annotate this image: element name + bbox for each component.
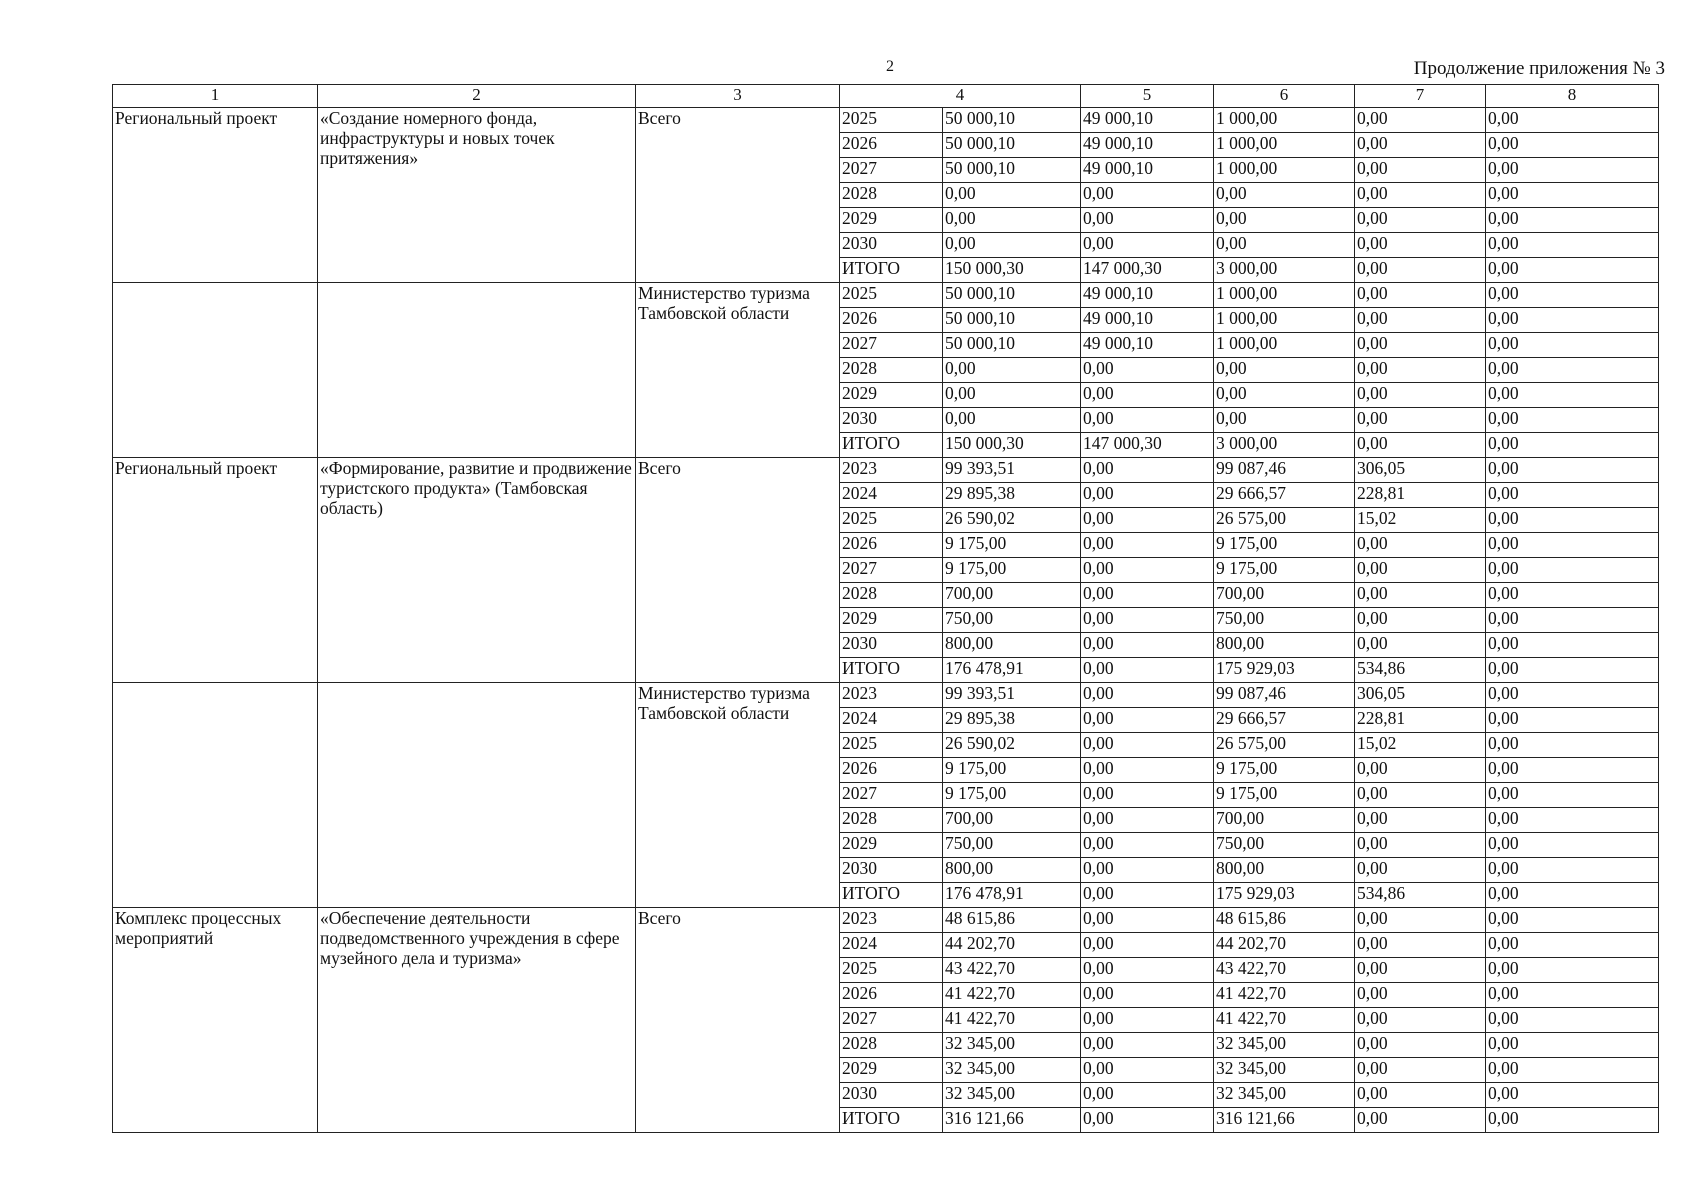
- total-cell: 32 345,00: [943, 1083, 1081, 1108]
- local-budget-cell: 306,05: [1355, 458, 1486, 483]
- extra-budget-cell: 0,00: [1486, 283, 1659, 308]
- table-row: [113, 908, 1659, 933]
- year-cell: 2026: [840, 758, 943, 783]
- year-cell: 2030: [840, 233, 943, 258]
- project-type-cell: Региональный проект: [113, 108, 318, 283]
- header-col-4: 4: [840, 85, 1081, 108]
- federal-budget-cell: 0,00: [1081, 708, 1214, 733]
- local-budget-cell: 0,00: [1355, 233, 1486, 258]
- regional-budget-cell: 32 345,00: [1214, 1033, 1355, 1058]
- extra-budget-cell: 0,00: [1486, 883, 1659, 908]
- federal-budget-cell: 49 000,10: [1081, 133, 1214, 158]
- year-cell: 2028: [840, 808, 943, 833]
- local-budget-cell: 15,02: [1355, 733, 1486, 758]
- local-budget-cell: 0,00: [1355, 133, 1486, 158]
- year-cell: 2023: [840, 908, 943, 933]
- project-type-cell: [113, 283, 318, 458]
- regional-budget-cell: 0,00: [1214, 208, 1355, 233]
- total-cell: 700,00: [943, 583, 1081, 608]
- federal-budget-cell: 0,00: [1081, 1083, 1214, 1108]
- local-budget-cell: 0,00: [1355, 758, 1486, 783]
- table-row: [113, 683, 1659, 708]
- total-cell: 26 590,02: [943, 733, 1081, 758]
- project-name-cell: «Создание номерного фонда, инфраструктуры и новых точек притяжения»: [318, 108, 636, 283]
- federal-budget-cell: 0,00: [1081, 1033, 1214, 1058]
- regional-budget-cell: 0,00: [1214, 233, 1355, 258]
- year-cell: 2026: [840, 533, 943, 558]
- table-body: [113, 108, 1659, 1133]
- local-budget-cell: 0,00: [1355, 608, 1486, 633]
- extra-budget-cell: 0,00: [1486, 583, 1659, 608]
- year-cell: 2025: [840, 508, 943, 533]
- extra-budget-cell: 0,00: [1486, 408, 1659, 433]
- total-cell: 29 895,38: [943, 483, 1081, 508]
- extra-budget-cell: 0,00: [1486, 383, 1659, 408]
- year-cell: 2025: [840, 283, 943, 308]
- federal-budget-cell: 0,00: [1081, 208, 1214, 233]
- local-budget-cell: 228,81: [1355, 483, 1486, 508]
- regional-budget-cell: 750,00: [1214, 608, 1355, 633]
- total-cell: 44 202,70: [943, 933, 1081, 958]
- extra-budget-cell: 0,00: [1486, 108, 1659, 133]
- regional-budget-cell: 99 087,46: [1214, 683, 1355, 708]
- extra-budget-cell: 0,00: [1486, 783, 1659, 808]
- local-budget-cell: 0,00: [1355, 808, 1486, 833]
- regional-budget-cell: 700,00: [1214, 808, 1355, 833]
- federal-budget-cell: 0,00: [1081, 758, 1214, 783]
- federal-budget-cell: 49 000,10: [1081, 333, 1214, 358]
- year-cell: 2025: [840, 733, 943, 758]
- extra-budget-cell: 0,00: [1486, 533, 1659, 558]
- federal-budget-cell: 0,00: [1081, 833, 1214, 858]
- regional-budget-cell: 0,00: [1214, 183, 1355, 208]
- total-cell: 0,00: [943, 183, 1081, 208]
- regional-budget-cell: 0,00: [1214, 358, 1355, 383]
- funding-source-cell: Всего: [636, 908, 840, 1133]
- header-col-8: 8: [1486, 85, 1659, 108]
- regional-budget-cell: 800,00: [1214, 633, 1355, 658]
- year-cell: 2025: [840, 958, 943, 983]
- extra-budget-cell: 0,00: [1486, 1083, 1659, 1108]
- federal-budget-cell: 0,00: [1081, 533, 1214, 558]
- local-budget-cell: 0,00: [1355, 858, 1486, 883]
- regional-budget-cell: 99 087,46: [1214, 458, 1355, 483]
- total-cell: 9 175,00: [943, 558, 1081, 583]
- project-type-cell: Региональный проект: [113, 458, 318, 683]
- total-cell: 50 000,10: [943, 283, 1081, 308]
- local-budget-cell: 0,00: [1355, 583, 1486, 608]
- year-cell: 2029: [840, 833, 943, 858]
- project-name-cell: «Формирование, развитие и продвижение туристского продукта» (Тамбовская область): [318, 458, 636, 683]
- local-budget-cell: 0,00: [1355, 1008, 1486, 1033]
- year-cell: 2026: [840, 983, 943, 1008]
- year-cell: 2027: [840, 558, 943, 583]
- local-budget-cell: 228,81: [1355, 708, 1486, 733]
- local-budget-cell: 0,00: [1355, 908, 1486, 933]
- project-name-cell: «Обеспечение деятельности подведомственного учреждения в сфере музейного дела и туризма»: [318, 908, 636, 1133]
- total-cell: 750,00: [943, 608, 1081, 633]
- total-cell: 800,00: [943, 858, 1081, 883]
- local-budget-cell: 0,00: [1355, 558, 1486, 583]
- extra-budget-cell: 0,00: [1486, 708, 1659, 733]
- local-budget-cell: 0,00: [1355, 1083, 1486, 1108]
- total-cell: 99 393,51: [943, 683, 1081, 708]
- local-budget-cell: 0,00: [1355, 1058, 1486, 1083]
- year-cell: 2026: [840, 308, 943, 333]
- local-budget-cell: 15,02: [1355, 508, 1486, 533]
- regional-budget-cell: 26 575,00: [1214, 508, 1355, 533]
- federal-budget-cell: 0,00: [1081, 583, 1214, 608]
- year-cell: 2026: [840, 133, 943, 158]
- regional-budget-cell: 43 422,70: [1214, 958, 1355, 983]
- regional-budget-cell: 9 175,00: [1214, 758, 1355, 783]
- regional-budget-cell: 1 000,00: [1214, 308, 1355, 333]
- regional-budget-cell: 750,00: [1214, 833, 1355, 858]
- year-cell: 2024: [840, 708, 943, 733]
- header-col-5: 5: [1081, 85, 1214, 108]
- federal-budget-cell: 0,00: [1081, 958, 1214, 983]
- federal-budget-cell: 0,00: [1081, 808, 1214, 833]
- local-budget-cell: 0,00: [1355, 183, 1486, 208]
- extra-budget-cell: 0,00: [1486, 433, 1659, 458]
- extra-budget-cell: 0,00: [1486, 983, 1659, 1008]
- total-cell: 700,00: [943, 808, 1081, 833]
- header-col-7: 7: [1355, 85, 1486, 108]
- federal-budget-cell: 0,00: [1081, 558, 1214, 583]
- total-cell: 750,00: [943, 833, 1081, 858]
- federal-budget-cell: 0,00: [1081, 1058, 1214, 1083]
- total-cell: 50 000,10: [943, 158, 1081, 183]
- regional-budget-cell: 9 175,00: [1214, 558, 1355, 583]
- extra-budget-cell: 0,00: [1486, 1058, 1659, 1083]
- extra-budget-cell: 0,00: [1486, 208, 1659, 233]
- extra-budget-cell: 0,00: [1486, 808, 1659, 833]
- total-cell: 29 895,38: [943, 708, 1081, 733]
- federal-budget-cell: 0,00: [1081, 858, 1214, 883]
- federal-budget-cell: 0,00: [1081, 783, 1214, 808]
- total-cell: 800,00: [943, 633, 1081, 658]
- local-budget-cell: 534,86: [1355, 883, 1486, 908]
- year-cell: 2030: [840, 1083, 943, 1108]
- table-row: [113, 283, 1659, 308]
- extra-budget-cell: 0,00: [1486, 858, 1659, 883]
- regional-budget-cell: 32 345,00: [1214, 1058, 1355, 1083]
- appendix-continuation-label: Продолжение приложения № 3: [1413, 58, 1665, 79]
- federal-budget-cell: 0,00: [1081, 933, 1214, 958]
- extra-budget-cell: 0,00: [1486, 608, 1659, 633]
- funding-source-cell: Министерство туризма Тамбовской области: [636, 283, 840, 458]
- local-budget-cell: 0,00: [1355, 958, 1486, 983]
- total-cell: 32 345,00: [943, 1058, 1081, 1083]
- total-cell: 0,00: [943, 208, 1081, 233]
- total-cell: 48 615,86: [943, 908, 1081, 933]
- federal-budget-cell: 0,00: [1081, 883, 1214, 908]
- local-budget-cell: 534,86: [1355, 658, 1486, 683]
- year-cell: ИТОГО: [840, 1108, 943, 1133]
- local-budget-cell: 0,00: [1355, 208, 1486, 233]
- year-cell: 2027: [840, 1008, 943, 1033]
- extra-budget-cell: 0,00: [1486, 483, 1659, 508]
- local-budget-cell: 0,00: [1355, 383, 1486, 408]
- project-type-cell: Комплекс процессных мероприятий: [113, 908, 318, 1133]
- extra-budget-cell: 0,00: [1486, 258, 1659, 283]
- year-cell: 2029: [840, 608, 943, 633]
- federal-budget-cell: 49 000,10: [1081, 283, 1214, 308]
- federal-budget-cell: 0,00: [1081, 508, 1214, 533]
- federal-budget-cell: 0,00: [1081, 633, 1214, 658]
- regional-budget-cell: 41 422,70: [1214, 983, 1355, 1008]
- extra-budget-cell: 0,00: [1486, 958, 1659, 983]
- extra-budget-cell: 0,00: [1486, 1008, 1659, 1033]
- table-header-row: [113, 85, 1659, 108]
- year-cell: 2028: [840, 583, 943, 608]
- federal-budget-cell: 0,00: [1081, 683, 1214, 708]
- local-budget-cell: 0,00: [1355, 408, 1486, 433]
- federal-budget-cell: 0,00: [1081, 183, 1214, 208]
- federal-budget-cell: 0,00: [1081, 983, 1214, 1008]
- total-cell: 9 175,00: [943, 533, 1081, 558]
- year-cell: ИТОГО: [840, 258, 943, 283]
- regional-budget-cell: 32 345,00: [1214, 1083, 1355, 1108]
- local-budget-cell: 0,00: [1355, 158, 1486, 183]
- table-row: [113, 458, 1659, 483]
- federal-budget-cell: 0,00: [1081, 658, 1214, 683]
- total-cell: 0,00: [943, 408, 1081, 433]
- year-cell: 2030: [840, 858, 943, 883]
- year-cell: 2027: [840, 158, 943, 183]
- total-cell: 316 121,66: [943, 1108, 1081, 1133]
- extra-budget-cell: 0,00: [1486, 158, 1659, 183]
- local-budget-cell: 0,00: [1355, 1108, 1486, 1133]
- regional-budget-cell: 175 929,03: [1214, 658, 1355, 683]
- total-cell: 50 000,10: [943, 108, 1081, 133]
- year-cell: 2030: [840, 408, 943, 433]
- local-budget-cell: 0,00: [1355, 108, 1486, 133]
- total-cell: 150 000,30: [943, 433, 1081, 458]
- federal-budget-cell: 0,00: [1081, 908, 1214, 933]
- local-budget-cell: 0,00: [1355, 783, 1486, 808]
- local-budget-cell: 0,00: [1355, 633, 1486, 658]
- regional-budget-cell: 29 666,57: [1214, 708, 1355, 733]
- local-budget-cell: 0,00: [1355, 258, 1486, 283]
- regional-budget-cell: 175 929,03: [1214, 883, 1355, 908]
- federal-budget-cell: 49 000,10: [1081, 158, 1214, 183]
- federal-budget-cell: 0,00: [1081, 733, 1214, 758]
- regional-budget-cell: 26 575,00: [1214, 733, 1355, 758]
- header-col-3: 3: [636, 85, 840, 108]
- total-cell: 0,00: [943, 383, 1081, 408]
- total-cell: 50 000,10: [943, 308, 1081, 333]
- local-budget-cell: 306,05: [1355, 683, 1486, 708]
- total-cell: 50 000,10: [943, 133, 1081, 158]
- regional-budget-cell: 0,00: [1214, 408, 1355, 433]
- year-cell: 2023: [840, 458, 943, 483]
- extra-budget-cell: 0,00: [1486, 633, 1659, 658]
- federal-budget-cell: 147 000,30: [1081, 258, 1214, 283]
- regional-budget-cell: 29 666,57: [1214, 483, 1355, 508]
- header-col-1: 1: [113, 85, 318, 108]
- regional-budget-cell: 0,00: [1214, 383, 1355, 408]
- regional-budget-cell: 700,00: [1214, 583, 1355, 608]
- total-cell: 32 345,00: [943, 1033, 1081, 1058]
- regional-budget-cell: 3 000,00: [1214, 258, 1355, 283]
- regional-budget-cell: 9 175,00: [1214, 783, 1355, 808]
- local-budget-cell: 0,00: [1355, 333, 1486, 358]
- project-type-cell: [113, 683, 318, 908]
- local-budget-cell: 0,00: [1355, 358, 1486, 383]
- regional-budget-cell: 3 000,00: [1214, 433, 1355, 458]
- extra-budget-cell: 0,00: [1486, 508, 1659, 533]
- local-budget-cell: 0,00: [1355, 1033, 1486, 1058]
- local-budget-cell: 0,00: [1355, 833, 1486, 858]
- year-cell: ИТОГО: [840, 883, 943, 908]
- total-cell: 41 422,70: [943, 1008, 1081, 1033]
- project-name-cell: [318, 683, 636, 908]
- local-budget-cell: 0,00: [1355, 308, 1486, 333]
- year-cell: 2023: [840, 683, 943, 708]
- federal-budget-cell: 0,00: [1081, 233, 1214, 258]
- local-budget-cell: 0,00: [1355, 983, 1486, 1008]
- regional-budget-cell: 48 615,86: [1214, 908, 1355, 933]
- total-cell: 150 000,30: [943, 258, 1081, 283]
- total-cell: 50 000,10: [943, 333, 1081, 358]
- regional-budget-cell: 1 000,00: [1214, 283, 1355, 308]
- extra-budget-cell: 0,00: [1486, 458, 1659, 483]
- regional-budget-cell: 1 000,00: [1214, 333, 1355, 358]
- federal-budget-cell: 0,00: [1081, 1108, 1214, 1133]
- header-col-6: 6: [1214, 85, 1355, 108]
- total-cell: 99 393,51: [943, 458, 1081, 483]
- total-cell: 9 175,00: [943, 783, 1081, 808]
- regional-budget-cell: 41 422,70: [1214, 1008, 1355, 1033]
- year-cell: 2028: [840, 358, 943, 383]
- federal-budget-cell: 147 000,30: [1081, 433, 1214, 458]
- federal-budget-cell: 49 000,10: [1081, 308, 1214, 333]
- extra-budget-cell: 0,00: [1486, 308, 1659, 333]
- regional-budget-cell: 1 000,00: [1214, 108, 1355, 133]
- federal-budget-cell: 0,00: [1081, 383, 1214, 408]
- extra-budget-cell: 0,00: [1486, 133, 1659, 158]
- year-cell: 2029: [840, 383, 943, 408]
- year-cell: 2024: [840, 483, 943, 508]
- year-cell: 2025: [840, 108, 943, 133]
- federal-budget-cell: 0,00: [1081, 358, 1214, 383]
- total-cell: 0,00: [943, 233, 1081, 258]
- table-row: [113, 108, 1659, 133]
- extra-budget-cell: 0,00: [1486, 358, 1659, 383]
- total-cell: 26 590,02: [943, 508, 1081, 533]
- regional-budget-cell: 44 202,70: [1214, 933, 1355, 958]
- year-cell: 2028: [840, 1033, 943, 1058]
- federal-budget-cell: 0,00: [1081, 483, 1214, 508]
- project-name-cell: [318, 283, 636, 458]
- extra-budget-cell: 0,00: [1486, 733, 1659, 758]
- year-cell: ИТОГО: [840, 433, 943, 458]
- extra-budget-cell: 0,00: [1486, 933, 1659, 958]
- year-cell: 2030: [840, 633, 943, 658]
- header-col-2: 2: [318, 85, 636, 108]
- year-cell: 2029: [840, 1058, 943, 1083]
- funding-source-cell: Министерство туризма Тамбовской области: [636, 683, 840, 908]
- total-cell: 43 422,70: [943, 958, 1081, 983]
- budget-table: [112, 84, 1659, 1133]
- year-cell: 2024: [840, 933, 943, 958]
- total-cell: 9 175,00: [943, 758, 1081, 783]
- federal-budget-cell: 0,00: [1081, 458, 1214, 483]
- extra-budget-cell: 0,00: [1486, 833, 1659, 858]
- year-cell: 2027: [840, 333, 943, 358]
- local-budget-cell: 0,00: [1355, 933, 1486, 958]
- local-budget-cell: 0,00: [1355, 433, 1486, 458]
- regional-budget-cell: 1 000,00: [1214, 133, 1355, 158]
- extra-budget-cell: 0,00: [1486, 558, 1659, 583]
- local-budget-cell: 0,00: [1355, 283, 1486, 308]
- year-cell: 2027: [840, 783, 943, 808]
- year-cell: ИТОГО: [840, 658, 943, 683]
- regional-budget-cell: 9 175,00: [1214, 533, 1355, 558]
- extra-budget-cell: 0,00: [1486, 683, 1659, 708]
- funding-source-cell: Всего: [636, 458, 840, 683]
- extra-budget-cell: 0,00: [1486, 333, 1659, 358]
- extra-budget-cell: 0,00: [1486, 233, 1659, 258]
- year-cell: 2028: [840, 183, 943, 208]
- total-cell: 176 478,91: [943, 883, 1081, 908]
- extra-budget-cell: 0,00: [1486, 758, 1659, 783]
- extra-budget-cell: 0,00: [1486, 658, 1659, 683]
- regional-budget-cell: 1 000,00: [1214, 158, 1355, 183]
- funding-source-cell: Всего: [636, 108, 840, 283]
- federal-budget-cell: 0,00: [1081, 1008, 1214, 1033]
- page-number: 2: [886, 58, 894, 75]
- local-budget-cell: 0,00: [1355, 533, 1486, 558]
- extra-budget-cell: 0,00: [1486, 183, 1659, 208]
- regional-budget-cell: 316 121,66: [1214, 1108, 1355, 1133]
- total-cell: 0,00: [943, 358, 1081, 383]
- year-cell: 2029: [840, 208, 943, 233]
- regional-budget-cell: 800,00: [1214, 858, 1355, 883]
- federal-budget-cell: 49 000,10: [1081, 108, 1214, 133]
- extra-budget-cell: 0,00: [1486, 1033, 1659, 1058]
- total-cell: 176 478,91: [943, 658, 1081, 683]
- extra-budget-cell: 0,00: [1486, 1108, 1659, 1133]
- federal-budget-cell: 0,00: [1081, 408, 1214, 433]
- federal-budget-cell: 0,00: [1081, 608, 1214, 633]
- total-cell: 41 422,70: [943, 983, 1081, 1008]
- extra-budget-cell: 0,00: [1486, 908, 1659, 933]
